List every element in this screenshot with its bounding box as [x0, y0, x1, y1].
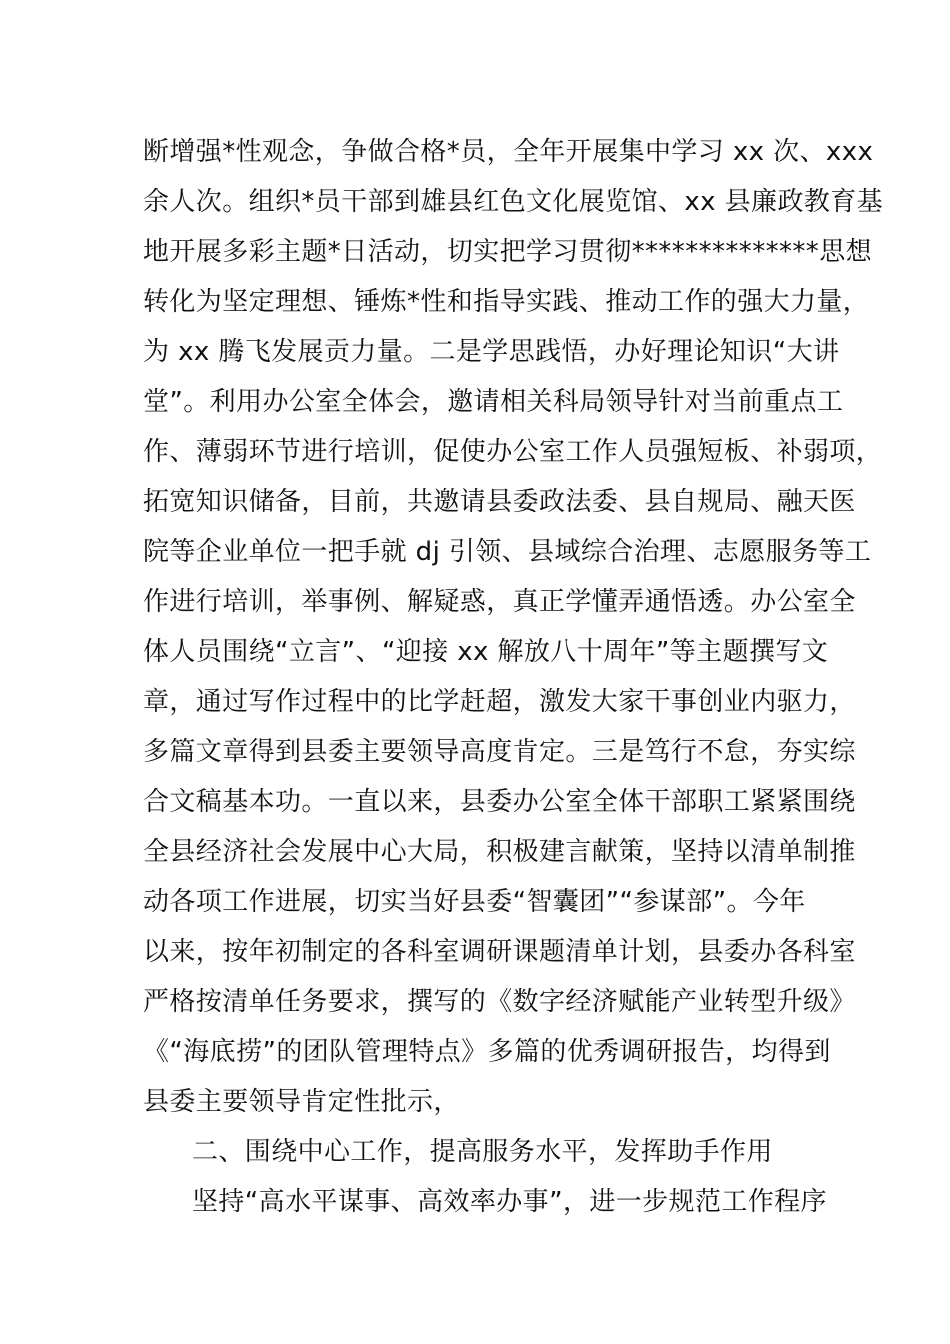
- paragraph-line: 《“海底捞”的团队管理特点》多篇的优秀调研报告，均得到: [143, 1037, 831, 1067]
- paragraph-line: 动各项工作进展，切实当好县委“智囊团”“参谋部”。今年: [143, 887, 806, 917]
- section-heading: 二、围绕中心工作，提高服务水平，发挥助手作用: [192, 1137, 773, 1167]
- paragraph-line: 断增强*性观念，争做合格*员，全年开展集中学习 xx 次、xxx: [143, 137, 874, 167]
- paragraph-line: 余人次。组织*员干部到雄县红色文化展览馆、xx 县廉政教育基: [143, 187, 884, 217]
- paragraph-line: 严格按清单任务要求，撰写的《数字经济赋能产业转型升级》: [143, 987, 856, 1017]
- paragraph-line: 拓宽知识储备，目前，共邀请县委政法委、县自规局、融天医: [143, 487, 856, 517]
- paragraph-line: 作、薄弱环节进行培训，促使办公室工作人员强短板、补弱项，: [143, 437, 883, 467]
- paragraph-line: 院等企业单位一把手就 dj 引领、县域综合治理、志愿服务等工: [143, 537, 872, 567]
- paragraph-line: 章，通过写作过程中的比学赶超，激发大家干事创业内驱力，: [143, 687, 856, 717]
- paragraph-line: 多篇文章得到县委主要领导高度肯定。三是笃行不怠，夯实综: [143, 737, 856, 767]
- paragraph-line: 坚持“高水平谋事、高效率办事”，进一步规范工作程序: [192, 1187, 827, 1217]
- paragraph-line: 以来，按年初制定的各科室调研课题清单计划，县委办各科室: [143, 937, 856, 967]
- paragraph-line: 为 xx 腾飞发展贡力量。二是学思践悟，办好理论知识“大讲: [143, 337, 840, 367]
- paragraph-line: 堂”。利用办公室全体会，邀请相关科局领导针对当前重点工: [143, 387, 844, 417]
- paragraph-line: 县委主要领导肯定性批示，: [143, 1087, 460, 1117]
- paragraph-line: 体人员围绕“立言”、“迎接 xx 解放八十周年”等主题撰写文: [143, 637, 829, 667]
- paragraph-line: 地开展多彩主题*日活动，切实把学习贯彻**************思想: [143, 237, 873, 267]
- paragraph-line: 作进行培训，举事例、解疑惑，真正学懂弄通悟透。办公室全: [143, 587, 856, 617]
- paragraph-line: 转化为坚定理想、锤炼*性和指导实践、推动工作的强大力量，: [143, 287, 870, 317]
- paragraph-line: 合文稿基本功。一直以来，县委办公室全体干部职工紧紧围绕: [143, 787, 856, 817]
- paragraph-line: 全县经济社会发展中心大局，积极建言献策，坚持以清单制推: [143, 837, 856, 867]
